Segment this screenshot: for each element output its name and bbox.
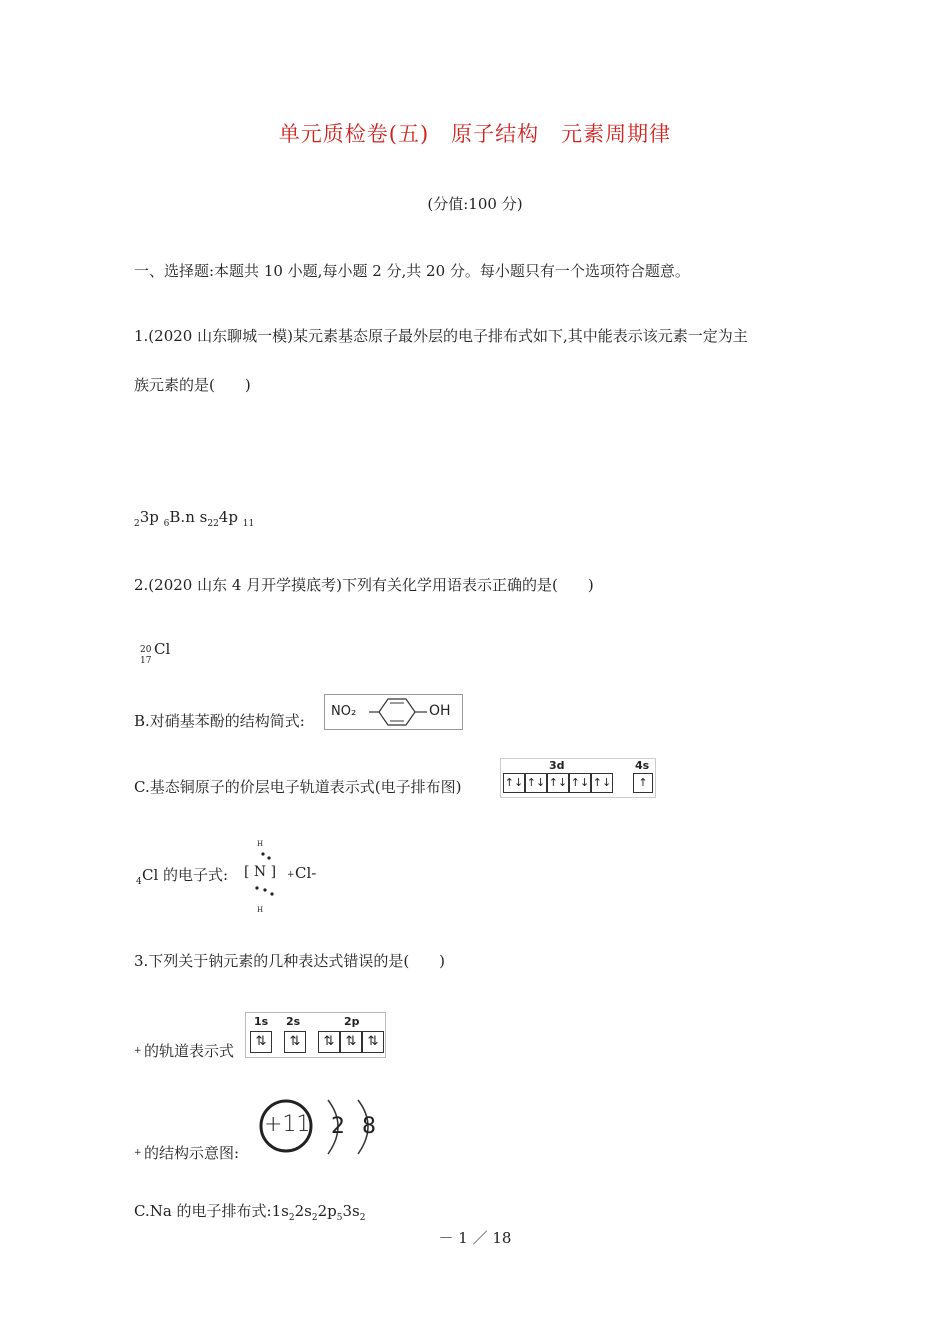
orbital-box: ⇅ [318, 1031, 340, 1053]
section-heading: 一、选择题:本题共 10 小题,每小题 2 分,共 20 分。每小题只有一个选项符合题意。 [134, 262, 690, 280]
q3-c-s3: 5 [336, 1213, 343, 1223]
hydroxyl-label: OH [429, 703, 451, 719]
q3-c-t2: 2p [317, 1202, 337, 1220]
q1-opt-c: 6 [163, 519, 170, 529]
q1-opt-g: 4p [218, 508, 238, 526]
q1-stem-line2: 族元素的是( ) [134, 376, 251, 394]
q1-opt-e: s [199, 508, 208, 526]
electron-formula-bracket: [ N ] [244, 864, 277, 880]
q2-stem: 2.(2020 山东 4 月开学摸底考)下列有关化学用语表示正确的是( ) [134, 576, 594, 594]
q2-d-sub: 4 [136, 877, 142, 887]
q2-a-symbol: Cl [154, 640, 171, 658]
score-note: (分值:100 分) [427, 195, 523, 213]
nitro-group-label: NO₂ [331, 704, 357, 719]
orbital-box: ⇅ [340, 1031, 362, 1053]
page-footer: － 1 ／ 18 [438, 1229, 512, 1247]
chloride-ion-label: Cl- [295, 864, 317, 882]
orbital-label-2s: 2s [286, 1015, 301, 1028]
orbital-box: ↑↓ [547, 773, 569, 793]
q2-d-text: Cl 的电子式: [142, 866, 229, 884]
nucleus-charge: +11 [264, 1112, 311, 1137]
copper-orbital-diagram [500, 758, 656, 798]
q3-b-prefix: + [134, 1148, 142, 1158]
q2-c-text: C.基态铜原子的价层电子轨道表示式(电子排布图) [134, 778, 462, 796]
shell-1-electrons: 2 [331, 1114, 345, 1139]
orbital-label-2p: 2p [344, 1015, 360, 1028]
q2-b-text: B.对硝基苯酚的结构简式: [134, 712, 305, 730]
q3-a-prefix: + [134, 1046, 142, 1056]
q1-opt-d: B.n [169, 508, 195, 526]
electron-formula-h-bottom: H [257, 906, 264, 914]
lone-pair-dots-icon [252, 850, 282, 896]
q1-options [134, 508, 254, 529]
q3-b-text: 的结构示意图: [144, 1144, 240, 1162]
orbital-box: ⇅ [284, 1031, 306, 1053]
q3-stem: 3.下列关于钠元素的几种表达式错误的是( ) [134, 952, 446, 970]
shell-2-electrons: 8 [362, 1114, 376, 1139]
q3-c-text: C.Na 的电子排布式:1s [134, 1202, 289, 1220]
q3-c-s1: 2 [288, 1213, 295, 1223]
q1-opt-h: 11 [242, 519, 255, 529]
benzene-ring-icon [369, 697, 431, 727]
q1-opt-f: 22 [207, 519, 219, 529]
q3-c-line [134, 1200, 365, 1223]
orbital-label-3d: 3d [549, 759, 565, 772]
q3-a-text: 的轨道表示式 [144, 1042, 235, 1060]
orbital-label-4s: 4s [635, 759, 650, 772]
sodium-orbital-diagram [245, 1012, 386, 1058]
q3-c-s2: 2 [311, 1213, 318, 1223]
orbital-box: ↑↓ [503, 773, 525, 793]
nitrophenol-structure [324, 694, 463, 730]
q2-a-mass: 20 [140, 645, 152, 655]
electron-formula-plus: + [287, 870, 295, 880]
orbital-label-1s: 1s [254, 1015, 269, 1028]
q3-c-t3: 3s [342, 1202, 360, 1220]
orbital-box: ↑↓ [569, 773, 591, 793]
q3-c-s4: 2 [359, 1213, 366, 1223]
q3-c-t1: 2s [294, 1202, 312, 1220]
orbital-box: ↑ [633, 773, 653, 793]
orbital-box: ⇅ [362, 1031, 384, 1053]
orbital-box: ↑↓ [525, 773, 547, 793]
electron-formula-h-top: H [257, 840, 264, 848]
q1-opt-b: 3p [139, 508, 159, 526]
page-title: 单元质检卷(五) 原子结构 元素周期律 [278, 122, 672, 146]
q2-a-atomic: 17 [140, 656, 152, 666]
orbital-box: ↑↓ [591, 773, 613, 793]
q1-opt-a: 2 [134, 519, 140, 529]
orbital-box: ⇅ [250, 1031, 272, 1053]
q1-stem-line1: 1.(2020 山东聊城一模)某元素基态原子最外层的电子排布式如下,其中能表示该元素一定为主 [134, 327, 748, 345]
